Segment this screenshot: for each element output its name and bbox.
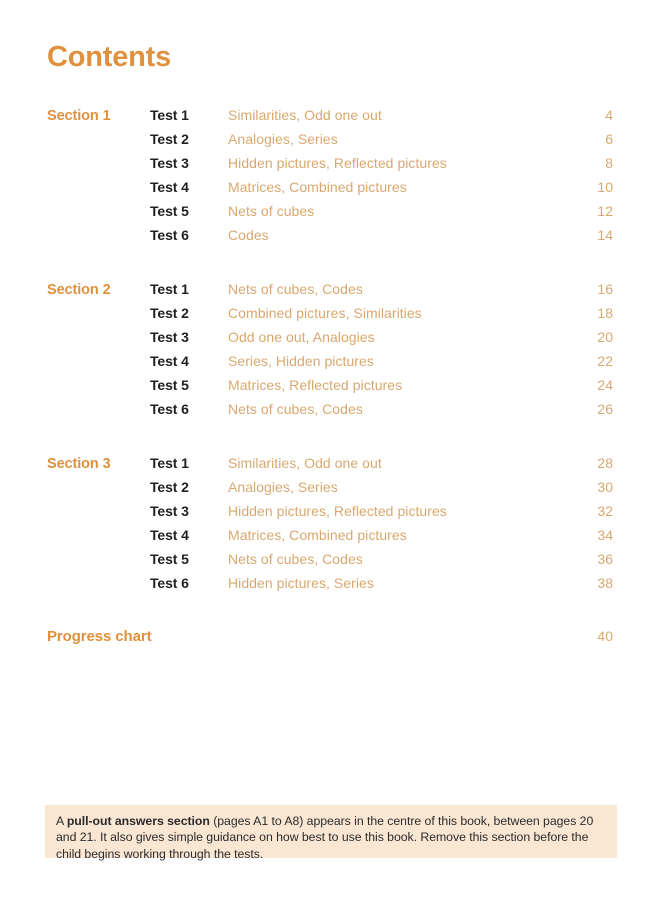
test-label: Test 6: [150, 227, 189, 243]
note-rest-text: (pages A1 to A8) appears in the centre of this book, between pages 20 and 21. It also gives simple guidance on how best to use this book. Remove this section before the child begins working through the tests.: [56, 814, 594, 861]
page-number: 14: [597, 227, 613, 243]
toc-row[interactable]: [47, 401, 613, 425]
test-label: Test 1: [150, 281, 189, 297]
test-topics: Similarities, Odd one out: [228, 455, 382, 471]
toc-row[interactable]: [47, 377, 613, 401]
toc-row[interactable]: [47, 131, 613, 155]
test-label: Test 3: [150, 155, 189, 171]
page-number: 26: [597, 401, 613, 417]
page-number: 20: [597, 329, 613, 345]
page-number: 30: [597, 479, 613, 495]
test-topics: Combined pictures, Similarities: [228, 305, 422, 321]
page-number: 28: [597, 455, 613, 471]
toc-row[interactable]: [47, 155, 613, 179]
table-of-contents: [47, 107, 613, 599]
progress-chart-label: Progress chart: [47, 628, 152, 645]
page-number: 38: [597, 575, 613, 591]
test-topics: Analogies, Series: [228, 479, 338, 495]
toc-row[interactable]: [47, 281, 613, 305]
page-number: 24: [597, 377, 613, 393]
section-block: [47, 455, 613, 599]
section-block: [47, 107, 613, 251]
test-topics: Nets of cubes, Codes: [228, 401, 363, 417]
toc-row[interactable]: [47, 203, 613, 227]
page-number: 8: [605, 155, 613, 171]
test-label: Test 5: [150, 203, 189, 219]
page-number: 6: [605, 131, 613, 147]
test-topics: Matrices, Combined pictures: [228, 179, 407, 195]
page-number: 4: [605, 107, 613, 123]
test-label: Test 1: [150, 107, 189, 123]
test-label: Test 3: [150, 329, 189, 345]
test-topics: Hidden pictures, Reflected pictures: [228, 503, 447, 519]
test-topics: Analogies, Series: [228, 131, 338, 147]
test-topics: Similarities, Odd one out: [228, 107, 382, 123]
toc-row[interactable]: [47, 305, 613, 329]
pull-out-answers-note-text: [56, 813, 607, 862]
toc-row[interactable]: [47, 179, 613, 203]
page-number: 10: [597, 179, 613, 195]
page-number: 36: [597, 551, 613, 567]
note-bold-text: pull-out answers section: [66, 814, 210, 828]
test-label: Test 4: [150, 353, 189, 369]
pull-out-answers-note: [45, 805, 617, 861]
page-title: Contents: [47, 41, 172, 73]
toc-row[interactable]: [47, 527, 613, 551]
page-number: 12: [597, 203, 613, 219]
toc-row[interactable]: [47, 455, 613, 479]
progress-chart-page-number: 40: [597, 628, 613, 644]
test-label: Test 3: [150, 503, 189, 519]
test-topics: Matrices, Combined pictures: [228, 527, 407, 543]
test-topics: Series, Hidden pictures: [228, 353, 374, 369]
test-topics: Hidden pictures, Reflected pictures: [228, 155, 447, 171]
note-lead-text: A: [56, 814, 67, 828]
page-number: 34: [597, 527, 613, 543]
page-number: 16: [597, 281, 613, 297]
toc-row[interactable]: [47, 329, 613, 353]
toc-row[interactable]: [47, 575, 613, 599]
toc-row[interactable]: [47, 107, 613, 131]
test-label: Test 2: [150, 305, 189, 321]
test-topics: Codes: [228, 227, 269, 243]
test-label: Test 1: [150, 455, 189, 471]
test-topics: Hidden pictures, Series: [228, 575, 374, 591]
page-number: 18: [597, 305, 613, 321]
section-label: Section 2: [47, 282, 111, 298]
test-topics: Odd one out, Analogies: [228, 329, 375, 345]
test-label: Test 5: [150, 377, 189, 393]
toc-row[interactable]: [47, 227, 613, 251]
section-block: [47, 281, 613, 425]
test-label: Test 5: [150, 551, 189, 567]
test-topics: Nets of cubes: [228, 203, 315, 219]
toc-row[interactable]: [47, 503, 613, 527]
toc-row[interactable]: [47, 551, 613, 575]
toc-row[interactable]: [47, 353, 613, 377]
test-topics: Matrices, Reflected pictures: [228, 377, 403, 393]
test-label: Test 6: [150, 401, 189, 417]
section-label: Section 1: [47, 108, 111, 124]
page-number: 22: [597, 353, 613, 369]
toc-row[interactable]: [47, 479, 613, 503]
test-topics: Nets of cubes, Codes: [228, 551, 363, 567]
test-label: Test 4: [150, 179, 189, 195]
test-topics: Nets of cubes, Codes: [228, 281, 363, 297]
test-label: Test 2: [150, 479, 189, 495]
section-label: Section 3: [47, 456, 111, 472]
test-label: Test 4: [150, 527, 189, 543]
test-label: Test 6: [150, 575, 189, 591]
progress-chart-entry[interactable]: [47, 628, 613, 645]
page-number: 32: [597, 503, 613, 519]
test-label: Test 2: [150, 131, 189, 147]
